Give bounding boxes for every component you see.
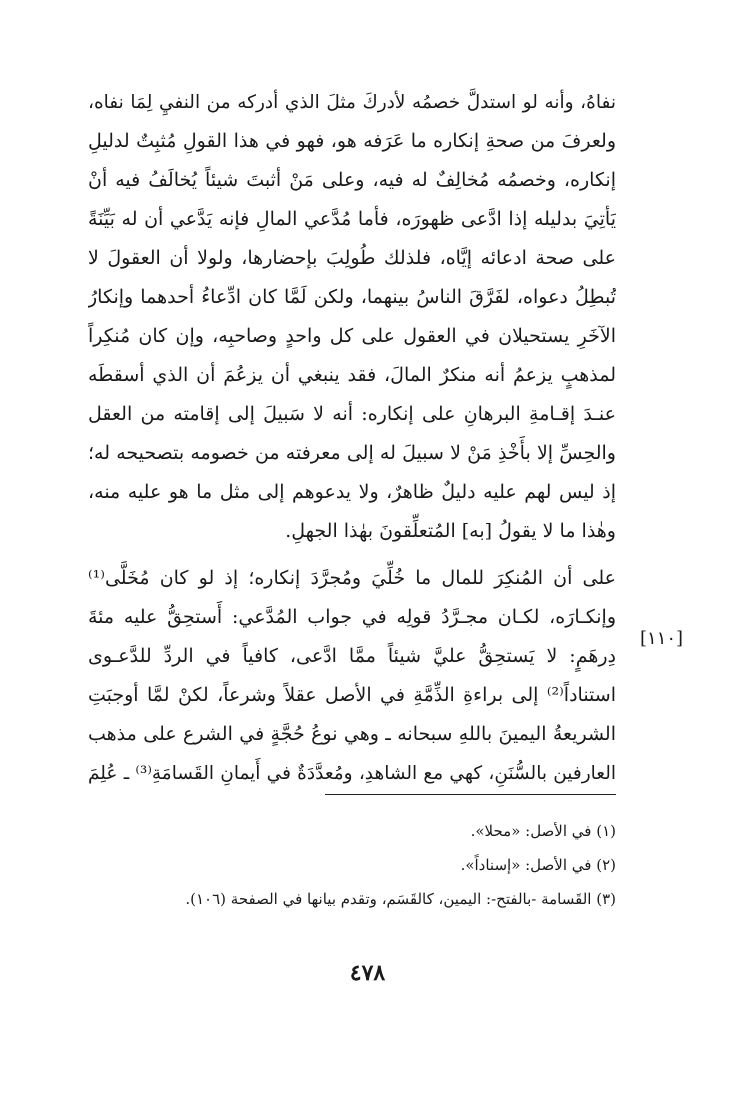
text-line: عنـدَ إقـامةِ البرهانِ على إنكاره: أنه لا سَبيلَ إلى إقامته من العقل (88, 403, 616, 425)
text-line: استناداً⁽²⁾ إلى براءةِ الذِّمَّةِ في الأصل عقلاً وشرعاً، لكنْ لمَّا أوجبَتِ (88, 684, 616, 706)
paragraph-1 (88, 83, 616, 551)
footnote-1: (١) في الأصل: «محلا». (470, 822, 616, 840)
text-line: على صحة ادعائه إيَّاه، فلذلك طُولِبَ بإحضارها، ولولا أن العقولَ لا (88, 247, 616, 269)
margin-page-reference: [١١٠] (640, 628, 684, 649)
text-line: العارفين بالسُّنَنِ، كهي مع الشاهدِ، ومُعدَّدَةٌ في أَيمانِ القَسامَةِ⁽³⁾ ـ عُلِمَ (88, 763, 616, 784)
text-line: نفاهُ، وأنه لو استدلَّ خصمُه لأدركَ مثلَ الذي أدركه من النفيِ لِمَا نفاه، (88, 92, 616, 113)
text-line: إذ ليس لهم عليه دليلٌ ظاهرٌ، ولا يدعوهم إلى مثل ما هو عليه منه، (88, 481, 616, 503)
footnote-2: (٢) في الأصل: «إسناداً». (460, 856, 616, 874)
text-line: وهٰذا ما لا يقولُ [به] المُتعلِّقونَ بهٰذا الجهلِ. (285, 520, 616, 542)
text-line: لمذهبٍ يزعمُ أنه منكرٌ المالَ، فقد ينبغي أن يزعُمَ أن الذي أسقطَه (88, 364, 616, 386)
text-line: إنكاره، وخصمُه مُخالِفٌ له فيه، وعلى مَنْ أثبتَ شيئاً يُخالَفُ فيه أنْ (88, 169, 616, 191)
text-line: الآخَرِ يستحيلان في العقول على كل واحدٍ وصاحبِه، وإن كان مُنكِراً (88, 325, 616, 347)
text-line: الشريعةُ اليمينَ باللهِ سبحانه ـ وهي نوعُ حُجَّةٍ في الشرع على مذهب (88, 723, 616, 745)
paragraph-2 (88, 559, 616, 793)
text-line: يَأتِيَ بدليله إذا ادَّعى ظهورَه، فأما مُدَّعي المالِ فإنه يَدَّعي أن له بَيِّنَةً (88, 208, 616, 230)
text-line: على أن المُنكِرَ للمال ما خُلِّيَ ومُجرَّدَ إنكاره؛ إذ لو كان مُخَلَّى⁽¹⁾ (88, 567, 616, 589)
footnotes (88, 814, 616, 916)
text-line: ولعرفَ من صحةِ إنكاره ما عَرَفه هو، فهو في هذا القولِ مُثبِتٌ لدليلِ (88, 130, 616, 152)
page-number: ٤٧٨ (349, 960, 386, 986)
footnote-divider (325, 794, 616, 795)
text-line: دِرهَمٍ: لا يَستحِقُّ عليَّ شيئاً ممَّا ادَّعى، كافياً في الردِّ للدَّعـوى (88, 645, 616, 667)
text-line: والحِسِّ إلا بأَخْذِ مَنْ لا سبيلَ له إلى معرفته من خصومه بتصحيحه له؛ (88, 442, 616, 464)
footnote-3: (٣) القَسامة -بالفتح-: اليمين، كالقَسَم، وتقدم بيانها في الصفحة (١٠٦). (185, 890, 616, 908)
text-line: تُبطِلُ دعواه، لفَرَّقَ الناسُ بينهما، ولكن لَمَّا كان ادِّعاءُ أحدهما وإنكارُ (88, 286, 616, 308)
text-line: وإنكـارَه، لكـان مجـرَّدُ قولِه في جواب المُدَّعي: أَستحِقُّ عليه مئةَ (88, 606, 616, 628)
main-text (88, 83, 616, 793)
